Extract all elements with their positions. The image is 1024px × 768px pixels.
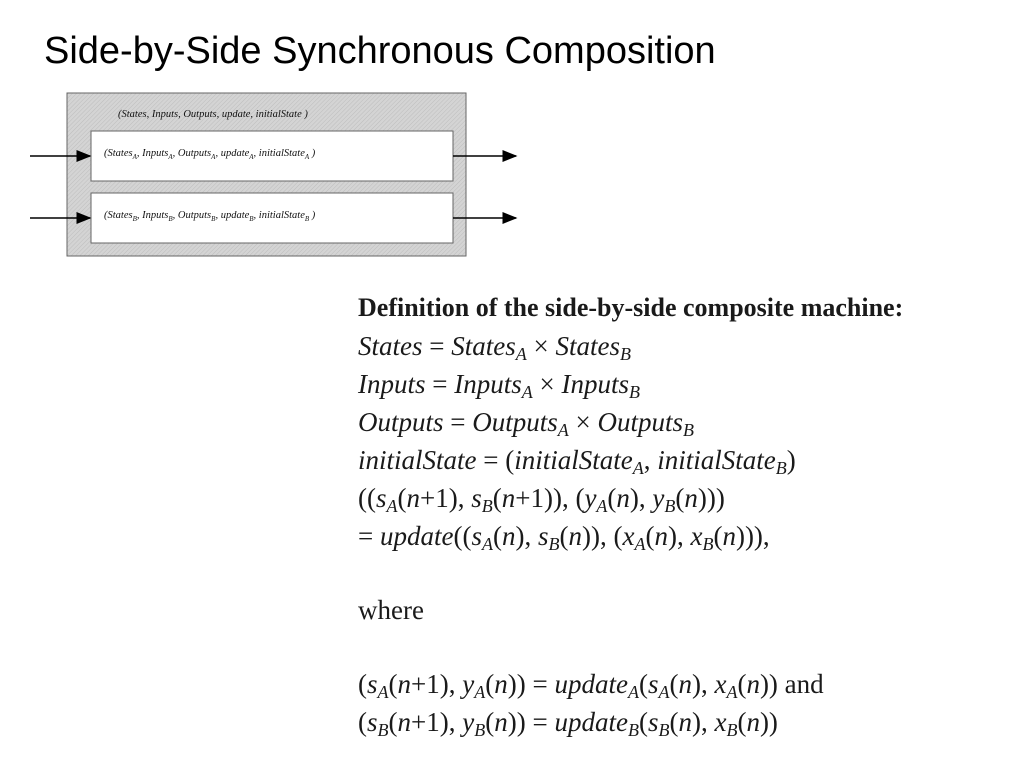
where-line-b: ($s_B(n+1)$, $y_B(n)$) = $update_B(s_B(n)$, $x_B(n)$) <box>358 707 778 740</box>
definition-block <box>358 289 1018 741</box>
composite-machine-label: (States, Inputs, Outputs, update, initialState ) <box>118 109 308 120</box>
slide-title: Side-by-Side Synchronous Composition <box>44 30 716 72</box>
definition-line-inputs: Inputs = Inputs$_A$ × Inputs$_B$ <box>358 369 640 402</box>
definition-line-update-rhs: = $update((s_A(n)$, $s_B(n)$), ($x_A(n)$, $x_B(n)$)), <box>358 521 770 554</box>
definition-line-outputs: Outputs = Outputs$_A$ × Outputs$_B$ <box>358 407 695 440</box>
definition-line-initial-state: initialState = (initialState$_A$, initialState$_B$) <box>358 445 796 478</box>
definition-line-states: States = States$_A$ × States$_B$ <box>358 331 631 364</box>
definition-heading: Definition of the side-by-side composite machine: <box>358 293 904 322</box>
composition-diagram <box>0 0 1024 300</box>
where-label: where <box>358 595 424 625</box>
definition-line-update-lhs: (($s_A(n+1)$, $s_B(n+1)$), ($y_A(n)$, $y_B(n)$)) <box>358 483 725 516</box>
where-line-a: ($s_A(n+1)$, $y_A(n)$) = $update_A(s_A(n)$, $x_A(n)$) and <box>358 669 824 702</box>
machine-b-label: (States$_B$, Inputs$_B$, Outputs$_B$, update$_B$, initialState$_B$ ) <box>104 210 316 223</box>
machine-a-label: (States$_A$, Inputs$_A$, Outputs$_A$, update$_A$, initialState$_A$ ) <box>104 148 316 161</box>
